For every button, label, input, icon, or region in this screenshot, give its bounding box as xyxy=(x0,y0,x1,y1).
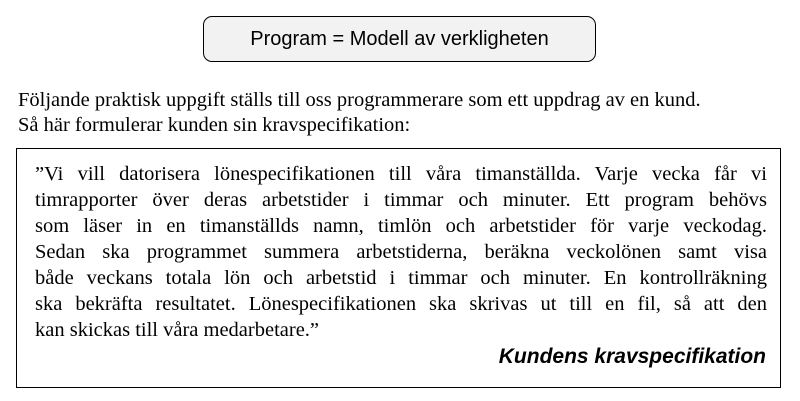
quote-line: som läser in en timanställds namn, timlön och arbetstider för varje veckodag. xyxy=(35,215,767,237)
intro-line: Så här formulerar kunden sin kravspecifikation: xyxy=(18,114,411,136)
intro-paragraph xyxy=(18,88,788,138)
quote-line: både veckans totala lön och arbetstid i timmar och minuter. En kontrollräkning xyxy=(35,267,767,289)
quote-line: kan skickas till våra medarbetare.” xyxy=(35,319,320,341)
quote-line: ”Vi vill datorisera lönespecifikationen till våra timanställda. Varje vecka får vi xyxy=(35,163,767,185)
title-box xyxy=(203,16,596,62)
quote-line: ska bekräfta resultatet. Lönespecifikationen ska skrivas ut till en fil, så att den xyxy=(35,293,767,315)
intro-line: Följande praktisk uppgift ställs till oss programmerare som ett uppdrag av en kund. xyxy=(18,89,701,111)
quote-line: Sedan ska programmet summera arbetstiderna, beräkna veckolönen samt visa xyxy=(35,241,767,263)
quote-signature: Kundens kravspecifikation xyxy=(498,345,766,368)
requirements-quote-box xyxy=(16,148,781,388)
page-title: Program = Modell av verkligheten xyxy=(250,27,549,50)
quote-line: timrapporter över deras arbetstider i timmar och minuter. Ett program behövs xyxy=(35,189,767,211)
quote-text xyxy=(35,161,767,343)
